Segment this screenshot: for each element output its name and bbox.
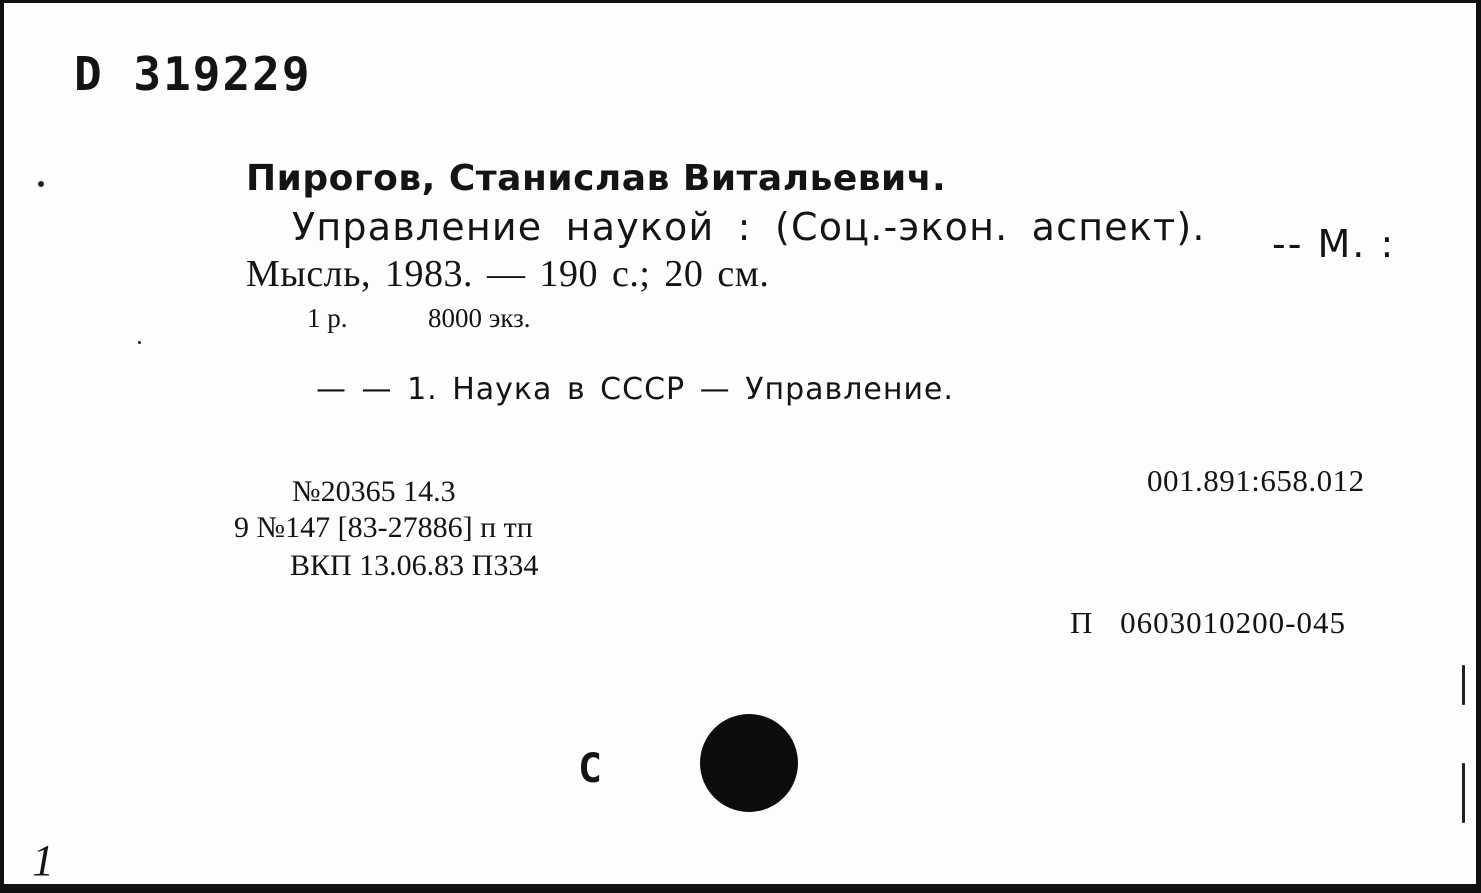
price: 1 р. bbox=[307, 303, 348, 333]
call-number: D 319229 bbox=[74, 47, 312, 101]
udc-classification: 001.891:658.012 bbox=[1147, 463, 1365, 498]
handwritten-number: 1 bbox=[32, 836, 54, 885]
catalog-code: П 0603010200-045 bbox=[1070, 605, 1346, 640]
registry-line: 9 №147 [83-27886] п тп bbox=[234, 511, 533, 544]
registry-line: ВКП 13.06.83 П334 bbox=[290, 549, 539, 582]
registry-line: №20365 14.3 bbox=[292, 475, 456, 508]
speck bbox=[38, 181, 44, 187]
card-mark-letter: С bbox=[578, 746, 603, 792]
print-run: 8000 экз. bbox=[428, 303, 531, 333]
speck bbox=[1462, 665, 1465, 705]
speck bbox=[1462, 763, 1465, 823]
speck bbox=[138, 341, 141, 344]
author-heading: Пирогов, Станислав Витальевич. bbox=[246, 158, 947, 199]
imprint-line: Мысль, 1983. — 190 с.; 20 см. bbox=[246, 253, 770, 295]
title-statement: Управление наукой : (Соц.-экон. аспект). bbox=[292, 205, 1206, 249]
subject-heading: — — 1. Наука в СССР — Управление. bbox=[316, 372, 954, 407]
punch-hole bbox=[700, 714, 798, 812]
title-statement-place: -- М. : bbox=[1272, 222, 1396, 266]
